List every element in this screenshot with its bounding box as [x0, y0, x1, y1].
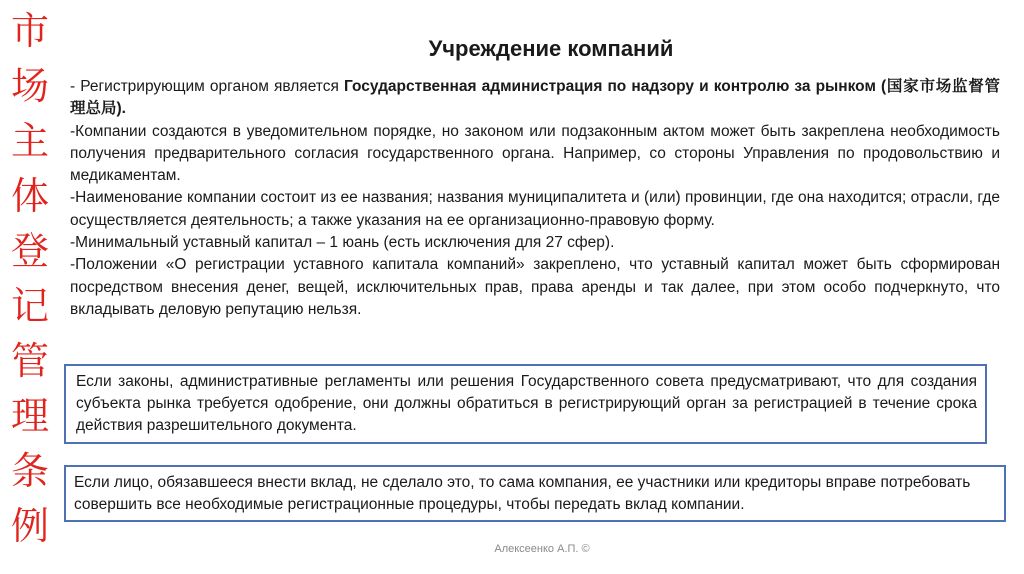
paragraph-notification-procedure: -Компании создаются в уведомительном порядке, но законом или подзаконным актом может быть закреплена необходимость получения предварительного согласия государственного органа. Например, со стороны Управления по продовольствию и медикаментам. — [70, 122, 1000, 185]
vertical-char: 理 — [10, 394, 49, 438]
contribution-note-box: Если лицо, обязавшееся внести вклад, не сделало это, то сама компания, ее участники или кредиторы вправе потребовать совершить все необходимые регистрационные процедуры, чтобы передать вклад компании. — [64, 465, 1006, 522]
paragraph-bold-authority: Государственная администрация по надзору и контролю за рынком (国家市场监督管理总局). — [70, 78, 1000, 118]
vertical-char: 场 — [10, 64, 49, 108]
vertical-chinese-title — [4, 4, 56, 554]
paragraph-minimum-capital: -Минимальный уставный капитал – 1 юань (есть исключения для 27 сфер). — [70, 234, 615, 252]
body-text — [70, 76, 1000, 321]
paragraph-capital-registration: -Положении «О регистрации уставного капитала компаний» закреплено, что уставный капитал может быть сформирован посредством внесения денег, вещей, исключительных прав, права аренды и так далее, при этом особо подчеркнуто, что вкладывать деловую репутацию нельзя. — [70, 256, 1000, 318]
approval-note-box: Если законы, административные регламенты или решения Государственного совета предусматривают, что для создания субъекта рынка требуется одобрение, они должны обратиться в регистрирующий орган за регистрацией в течение срока действия разрешительного документа. — [64, 364, 987, 444]
vertical-char: 例 — [10, 504, 49, 548]
paragraph-prefix: - Регистрирующим органом является — [70, 78, 344, 95]
vertical-char: 记 — [10, 284, 49, 328]
vertical-char: 主 — [10, 119, 49, 163]
vertical-char: 管 — [10, 339, 49, 383]
vertical-char: 条 — [10, 449, 49, 493]
vertical-char: 市 — [10, 9, 49, 53]
vertical-char: 登 — [10, 229, 49, 273]
paragraph-company-name: -Наименование компании состоит из ее названия; названия муниципалитета и (или) провинции, где она находится; отрасли, где осуществляется деятельность; а также указания на ее организационно-правовую форму. — [70, 189, 1000, 229]
vertical-char: 体 — [10, 174, 49, 218]
slide-title: Учреждение компаний — [428, 36, 674, 61]
paragraph-registering-authority — [70, 76, 1000, 121]
footer-author: Алексеенко А.П. © — [494, 543, 590, 555]
